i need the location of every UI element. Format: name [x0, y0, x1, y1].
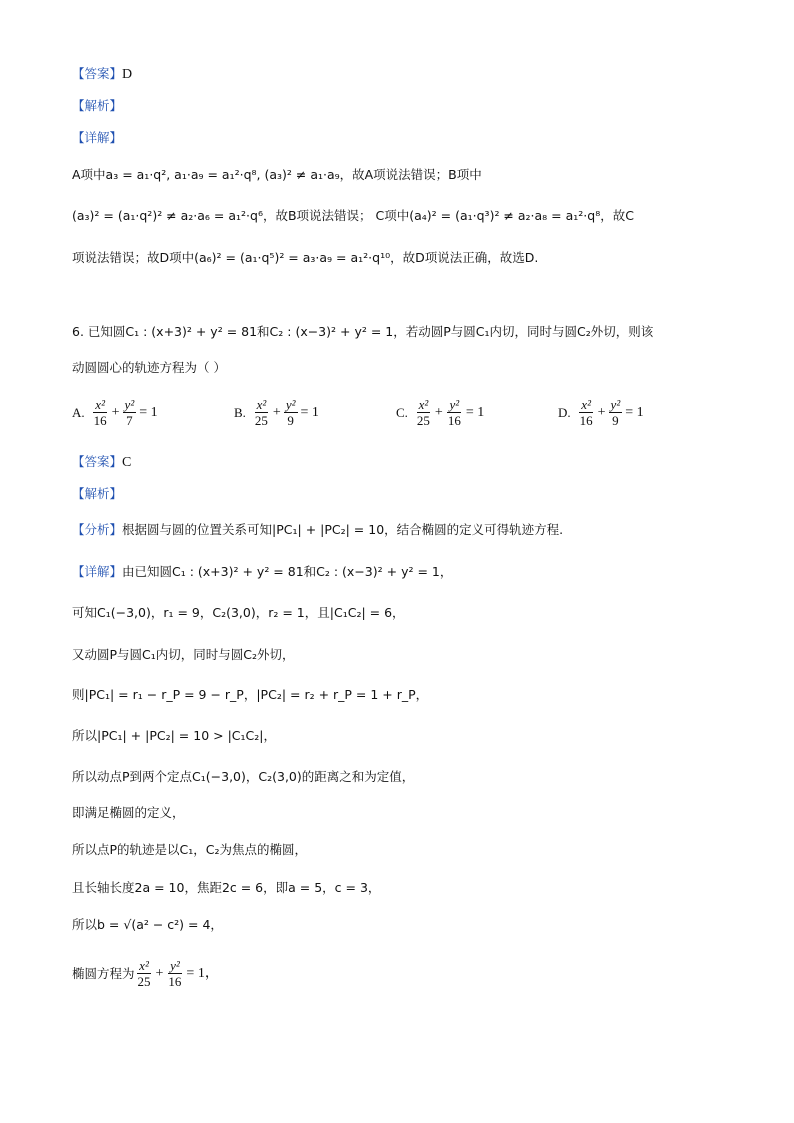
q5-detail-tag — [72, 128, 122, 148]
q6-detail-row — [72, 562, 452, 582]
q5-analysis-tag — [72, 96, 122, 116]
fraction: $\frac{\text{y²}}{16}$ — [168, 958, 182, 989]
option-a: A. $\frac{\text{x²}}{16}$ + $\frac{\text{y²}}{7}$ = 1 — [72, 397, 158, 428]
q6-detail-line-4: 则|PC₁| = r₁ − r_P = 9 − r_P，|PC₂| = r₂ + r_P = 1 + r_P， — [72, 687, 429, 702]
answer-tag: 【答案】 — [72, 66, 123, 81]
q6-detail-line-9: 且长轴长度2a = 10，焦距2c = 6，即a = 5，c = 3， — [72, 880, 381, 895]
fraction: $\frac{\text{y²}}{9}$ — [610, 397, 621, 428]
q6-detail-line-10: 所以b = √(a² − c²) = 4， — [72, 917, 223, 932]
fenxi-tag: 【分析】 — [72, 522, 123, 537]
q6-analysis-tag — [72, 484, 122, 504]
fraction: $\frac{\text{x²}}{16}$ — [579, 397, 593, 428]
fraction: $\frac{\text{x²}}{16}$ — [93, 397, 107, 428]
option-label: C. — [396, 404, 408, 420]
option-label: D. — [558, 404, 571, 420]
analysis-tag: 【解析】 — [72, 98, 123, 113]
q6-fenxi-row — [72, 520, 563, 540]
analysis-tag: 【解析】 — [72, 486, 123, 501]
detail-tag: 【详解】 — [72, 130, 123, 145]
fraction: $\frac{\text{x²}}{25}$ — [416, 397, 430, 428]
q6-detail-line-5: 所以|PC₁| + |PC₂| = 10 > |C₁C₂|， — [72, 728, 276, 743]
q5-solution-line-2: (a₃)² = (a₁·q²)² ≠ a₂·a₆ = a₁²·q⁶，故B项说法错误； C项中(a₄)² = (a₁·q³)² ≠ a₂·a₈ = a₁²·q⁸，故C — [72, 208, 634, 223]
q5-solution-line-3: 项说法错误；故D项中(a₆)² = (a₁·q⁵)² = a₃·a₉ = a₁²·q¹⁰，故D项说法正确，故选D. — [72, 250, 539, 265]
detail-line: 由已知圆C₁ : (x+3)² + y² = 81和C₂ : (x−3)² + y² = 1， — [122, 564, 453, 579]
fraction: $\frac{\text{y²}}{7}$ — [124, 397, 135, 428]
option-d: D. $\frac{\text{x²}}{16}$ + $\frac{\text{y²}}{9}$ = 1 — [558, 397, 644, 428]
detail-tag: 【详解】 — [72, 564, 123, 579]
q5-solution-line-1: A项中a₃ = a₁·q², a₁·a₉ = a₁²·q⁸, (a₃)² ≠ a₁·a₉，故A项说法错误；B项中 — [72, 167, 482, 182]
fenxi-text: 根据圆与圆的位置关系可知|PC₁| + |PC₂| = 10，结合椭圆的定义可得轨迹方程. — [122, 522, 564, 537]
option-label: B. — [234, 404, 246, 420]
fraction: $\frac{\text{x²}}{25}$ — [137, 958, 151, 989]
q6-detail-line-2: 可知C₁(−3,0)，r₁ = 9，C₂(3,0)，r₂ = 1，且|C₁C₂| = 6， — [72, 605, 405, 620]
q6-detail-line-8: 所以点P的轨迹是以C₁，C₂为焦点的椭圆， — [72, 842, 308, 857]
fraction: $\frac{\text{x²}}{25}$ — [254, 397, 268, 428]
q6-detail-line-3: 又动圆P与圆C₁内切，同时与圆C₂外切， — [72, 647, 295, 662]
q6-detail-line-6: 所以动点P到两个定点C₁(−3,0)，C₂(3,0)的距离之和为定值， — [72, 769, 415, 784]
q6-detail-line-7: 即满足椭圆的定义， — [72, 805, 185, 820]
q5-answer-row — [72, 64, 132, 85]
q6-stem-line-1: 6. 已知圆C₁ : (x+3)² + y² = 81和C₂ : (x−3)² + y² = 1，若动圆P与圆C₁内切，同时与圆C₂外切，则该 — [72, 324, 654, 339]
option-c: C. $\frac{\text{x²}}{25}$ + $\frac{\text{y²}}{16}$ = 1 — [396, 397, 485, 428]
q6-detail-line-11: 椭圆方程为 $\frac{\text{x²}}{25}$ + $\frac{\text{y²}}{16}$ = 1， — [72, 958, 219, 989]
fraction: $\frac{\text{y²}}{9}$ — [285, 397, 296, 428]
option-label: A. — [72, 404, 85, 420]
answer-tag: 【答案】 — [72, 454, 123, 469]
answer-value: D — [122, 67, 133, 82]
fraction: $\frac{\text{y²}}{16}$ — [447, 397, 461, 428]
q6-stem-line-2: 动圆圆心的轨迹方程为（ ） — [72, 360, 226, 375]
q6-answer-row — [72, 452, 131, 473]
answer-value: C — [122, 455, 132, 470]
option-b: B. $\frac{\text{x²}}{25}$ + $\frac{\text{y²}}{9}$ = 1 — [234, 397, 319, 428]
ellipse-equation-prefix: 椭圆方程为 — [72, 965, 135, 981]
